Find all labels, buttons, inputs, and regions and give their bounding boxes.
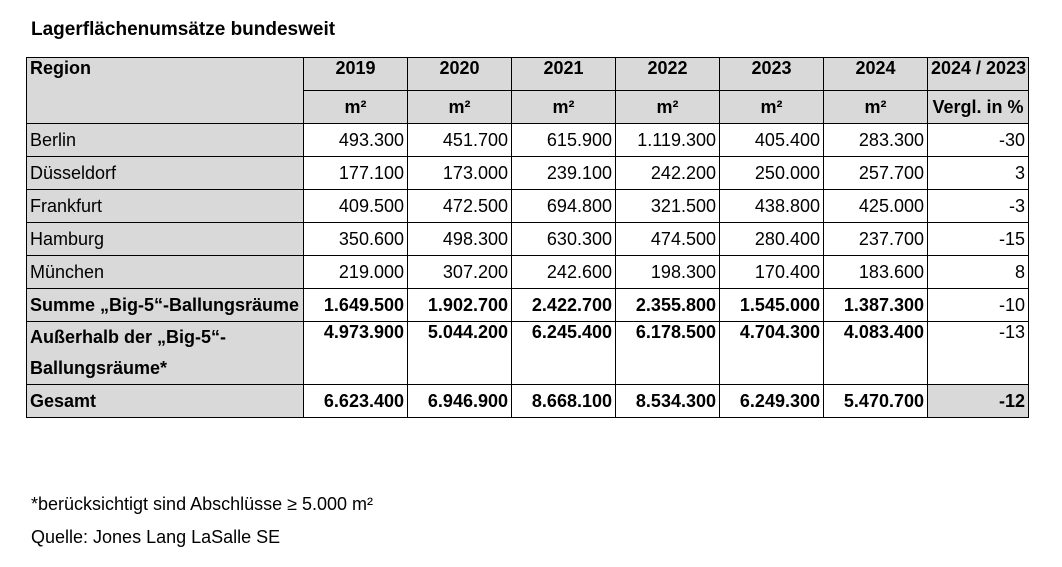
value-cell: 6.178.500	[616, 322, 720, 385]
value-cell: 493.300	[304, 124, 408, 157]
region-cell: Frankfurt	[27, 190, 304, 223]
value-cell: 250.000	[720, 157, 824, 190]
header-year: 2024	[824, 58, 928, 91]
value-cell: 242.600	[512, 256, 616, 289]
value-cell: 451.700	[408, 124, 512, 157]
region-cell: München	[27, 256, 304, 289]
value-cell: 173.000	[408, 157, 512, 190]
value-cell: 183.600	[824, 256, 928, 289]
total-row	[27, 385, 1029, 418]
value-cell: 4.083.400	[824, 322, 928, 385]
header-year: 2021	[512, 58, 616, 91]
value-cell: 239.100	[512, 157, 616, 190]
value-cell: 438.800	[720, 190, 824, 223]
unit-label: m²	[304, 91, 408, 124]
value-cell: 405.400	[720, 124, 824, 157]
region-cell: Hamburg	[27, 223, 304, 256]
value-cell: 2.422.700	[512, 289, 616, 322]
table-row	[27, 157, 1029, 190]
page-title: Lagerflächenumsätze bundesweit	[31, 19, 336, 40]
value-cell: 321.500	[616, 190, 720, 223]
change-cell: -10	[928, 289, 1029, 322]
header-year: 2022	[616, 58, 720, 91]
compare-unit-label: Vergl. in %	[928, 91, 1029, 124]
change-cell: -12	[928, 385, 1029, 418]
value-cell: 474.500	[616, 223, 720, 256]
change-cell: -3	[928, 190, 1029, 223]
change-cell: -30	[928, 124, 1029, 157]
table-row	[27, 256, 1029, 289]
region-cell: Außerhalb der „Big-5“-Ballungsräume*	[27, 322, 304, 385]
table-row	[27, 124, 1029, 157]
value-cell: 1.902.700	[408, 289, 512, 322]
value-cell: 6.623.400	[304, 385, 408, 418]
value-cell: 177.100	[304, 157, 408, 190]
value-cell: 6.245.400	[512, 322, 616, 385]
data-table	[26, 57, 1029, 418]
value-cell: 5.470.700	[824, 385, 928, 418]
value-cell: 242.200	[616, 157, 720, 190]
summary-row-big5	[27, 289, 1029, 322]
unit-label: m²	[824, 91, 928, 124]
value-cell: 350.600	[304, 223, 408, 256]
value-cell: 1.649.500	[304, 289, 408, 322]
header-row	[27, 58, 1029, 91]
value-cell: 170.400	[720, 256, 824, 289]
value-cell: 472.500	[408, 190, 512, 223]
header-year: 2019	[304, 58, 408, 91]
value-cell: 1.545.000	[720, 289, 824, 322]
table-row	[27, 223, 1029, 256]
value-cell: 237.700	[824, 223, 928, 256]
summary-row-outside	[27, 322, 1029, 385]
value-cell: 425.000	[824, 190, 928, 223]
value-cell: 8.534.300	[616, 385, 720, 418]
region-cell: Gesamt	[27, 385, 304, 418]
value-cell: 4.704.300	[720, 322, 824, 385]
change-cell: 3	[928, 157, 1029, 190]
header-compare: 2024 / 2023	[928, 58, 1029, 91]
value-cell: 8.668.100	[512, 385, 616, 418]
unit-label: m²	[512, 91, 616, 124]
value-cell: 198.300	[616, 256, 720, 289]
footnote: *berücksichtigt sind Abschlüsse ≥ 5.000 m²	[31, 494, 374, 514]
value-cell: 2.355.800	[616, 289, 720, 322]
value-cell: 630.300	[512, 223, 616, 256]
header-year: 2023	[720, 58, 824, 91]
unit-label: m²	[616, 91, 720, 124]
value-cell: 1.119.300	[616, 124, 720, 157]
value-cell: 694.800	[512, 190, 616, 223]
value-cell: 6.249.300	[720, 385, 824, 418]
value-cell: 1.387.300	[824, 289, 928, 322]
table-row	[27, 190, 1029, 223]
value-cell: 5.044.200	[408, 322, 512, 385]
unit-label: m²	[720, 91, 824, 124]
change-cell: -13	[928, 322, 1029, 385]
change-cell: -15	[928, 223, 1029, 256]
region-cell: Berlin	[27, 124, 304, 157]
value-cell: 307.200	[408, 256, 512, 289]
value-cell: 6.946.900	[408, 385, 512, 418]
value-cell: 615.900	[512, 124, 616, 157]
value-cell: 409.500	[304, 190, 408, 223]
value-cell: 498.300	[408, 223, 512, 256]
value-cell: 283.300	[824, 124, 928, 157]
value-cell: 257.700	[824, 157, 928, 190]
region-cell: Summe „Big-5“-Ballungsräume	[27, 289, 304, 322]
unit-label: m²	[408, 91, 512, 124]
source-note: Quelle: Jones Lang LaSalle SE	[31, 527, 281, 547]
change-cell: 8	[928, 256, 1029, 289]
value-cell: 4.973.900	[304, 322, 408, 385]
header-year: 2020	[408, 58, 512, 91]
header-region: Region	[27, 58, 304, 124]
value-cell: 219.000	[304, 256, 408, 289]
region-cell: Düsseldorf	[27, 157, 304, 190]
value-cell: 280.400	[720, 223, 824, 256]
